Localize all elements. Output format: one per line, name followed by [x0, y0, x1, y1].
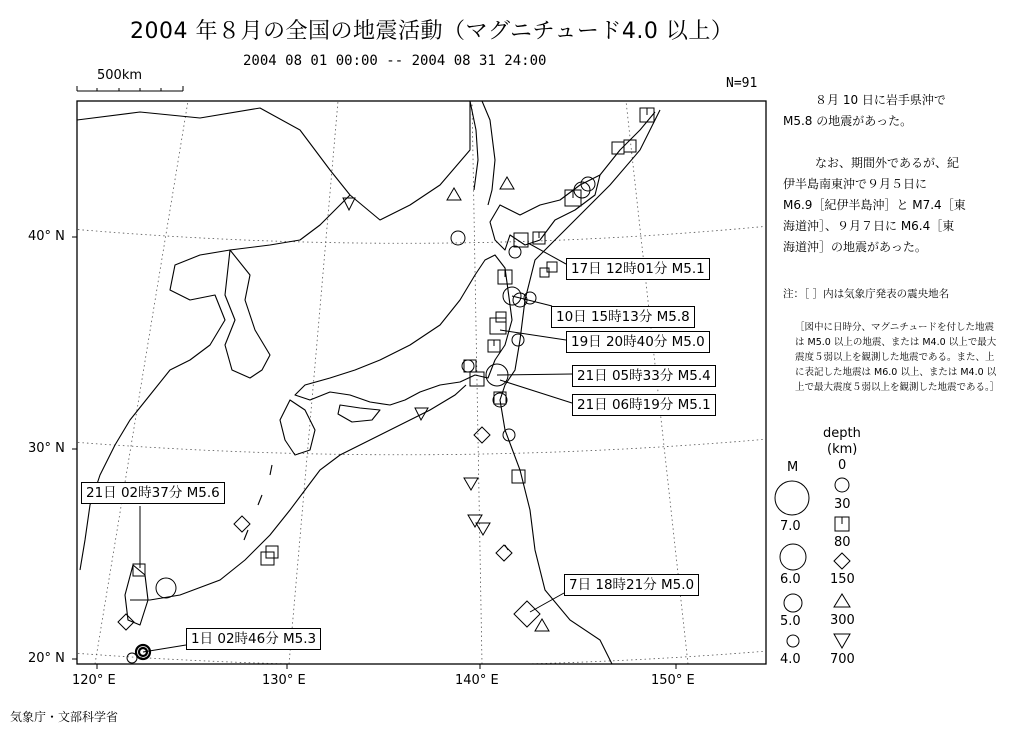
event-count: N=91 — [726, 76, 758, 91]
epicenter-note: 注：［ ］内は気象庁発表の震央地名 — [783, 288, 950, 300]
lon-label-150: 150° E — [651, 673, 695, 688]
note-main-line-1: ８月 10 日に岩手県沖で — [815, 93, 946, 107]
depth-label-80: 80 — [834, 535, 851, 550]
depth-legend-unit: (km) — [827, 442, 858, 457]
map-title: 2004 年８月の全国の地震活動（マグニチュード4.0 以上） — [130, 19, 734, 44]
scale-bar — [77, 86, 183, 91]
note-extra-line-1: なお、期間外であるが、紀 — [815, 156, 960, 170]
lat-label-30: 30° N — [28, 441, 65, 456]
magnitude-label-6: 6.0 — [780, 572, 801, 587]
period-range: 2004 08 01 00:00 -- 2004 08 31 24:00 — [243, 53, 547, 69]
lon-label-130: 130° E — [262, 673, 306, 688]
note-extra-line-5: 海道沖］の地震があった。 — [783, 240, 927, 254]
magnitude-label-5: 5.0 — [780, 614, 801, 629]
coastline — [77, 101, 655, 625]
magnitude-label-4: 4.0 — [780, 652, 801, 667]
magnitude-legend-title: M — [787, 460, 799, 475]
footer-credit: 気象庁・文部科学省 — [10, 710, 119, 724]
callout-21-0237: 21日 02時37分 M5.6 — [81, 482, 225, 504]
criteria-note: ［図中に日時分、マグニチュードを付した地震は M5.0 以上の地震、または M4.0 以上で最大震度５弱以上を観測した地震である。また、上に表記した地震は M6.0 以上、または M4.0 以上で最大震度５弱以上を観測した地震である。］ — [795, 322, 1000, 393]
scale-bar-label: 500km — [97, 68, 143, 83]
callout-1-0246: 1日 02時46分 M5.3 — [186, 628, 321, 650]
callout-10-1513: 10日 15時13分 M5.8 — [551, 306, 695, 328]
lon-label-140: 140° E — [455, 673, 499, 688]
note-extra-line-4: 海道沖］、９月７日に M6.4［東 — [783, 219, 955, 233]
note-extra-line-3: M6.9［紀伊半島沖］と M7.4［東 — [783, 198, 966, 212]
lat-label-40: 40° N — [28, 229, 65, 244]
note-main-line-2: M5.8 の地震があった。 — [783, 114, 913, 128]
callout-19-2040: 19日 20時40分 M5.0 — [566, 331, 710, 353]
magnitude-label-7: 7.0 — [780, 519, 801, 534]
depth-label-700: 700 — [830, 652, 855, 667]
callout-21-0533: 21日 05時33分 M5.4 — [572, 365, 716, 387]
depth-legend-title: depth — [823, 426, 861, 441]
note-extra-line-2: 伊半島南東沖で９月５日に — [783, 177, 928, 191]
lat-label-20: 20° N — [28, 651, 65, 666]
callout-7-1821: 7日 18時21分 M5.0 — [564, 574, 699, 596]
depth-label-150: 150 — [830, 572, 855, 587]
lon-label-120: 120° E — [72, 673, 116, 688]
depth-label-0: 0 — [838, 458, 847, 473]
callout-21-0619: 21日 06時19分 M5.1 — [572, 394, 716, 416]
depth-label-30: 30 — [834, 497, 851, 512]
callout-17-1201: 17日 12時01分 M5.1 — [566, 258, 710, 280]
depth-label-300: 300 — [830, 613, 855, 628]
